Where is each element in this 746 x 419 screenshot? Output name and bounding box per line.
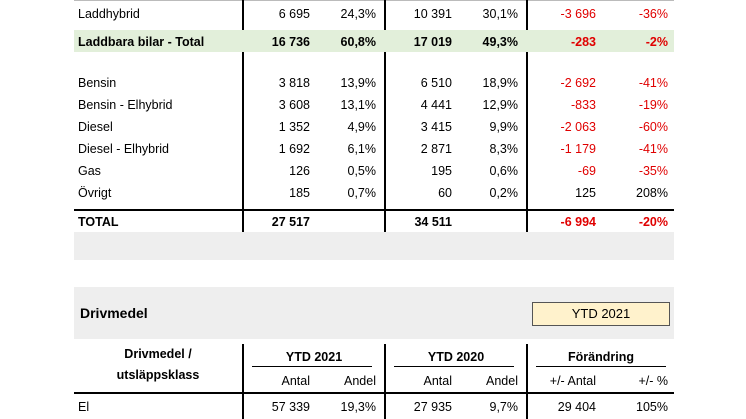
- cell-n21: 126: [289, 164, 310, 178]
- cell-p20: 0,6%: [489, 164, 518, 178]
- header-bottom-border: [74, 392, 674, 394]
- cell-label: TOTAL: [78, 215, 119, 229]
- cell-dn: -2 063: [560, 120, 596, 134]
- table-row: [74, 161, 674, 181]
- cell-n20: 3 415: [420, 120, 452, 134]
- cell-n21: 6 695: [278, 7, 310, 21]
- cell-p21: 13,1%: [340, 98, 376, 112]
- table-row: [74, 95, 674, 115]
- cell-dn: -3 696: [560, 7, 596, 21]
- cell-n20: 60: [438, 186, 452, 200]
- cell-n20: 2 871: [420, 142, 452, 156]
- cell-p21: 24,3%: [340, 7, 376, 21]
- cell-n21: 1 352: [278, 120, 310, 134]
- cell-dp: -41%: [638, 76, 668, 90]
- section-title: Drivmedel: [80, 305, 148, 321]
- header-underline: [394, 366, 514, 367]
- table-row: [74, 139, 674, 159]
- cell-label: Övrigt: [78, 186, 112, 200]
- cell-n21: 185: [289, 186, 310, 200]
- subheader-antal-2021: Antal: [281, 374, 310, 388]
- cell-p21: 0,7%: [347, 186, 376, 200]
- cell-n21: 3 608: [278, 98, 310, 112]
- cell-dn: -833: [570, 98, 596, 112]
- cell-n20: 34 511: [414, 215, 452, 229]
- period-selector[interactable]: YTD 2021: [532, 302, 670, 326]
- cell-dn: 125: [575, 186, 596, 200]
- cell-n20: 27 935: [413, 400, 452, 414]
- cell-dp: -36%: [638, 7, 668, 21]
- cell-dn: 29 404: [557, 400, 596, 414]
- subtotal-row: [74, 32, 674, 52]
- cell-p21: 13,9%: [340, 76, 376, 90]
- table-top-border: [74, 0, 674, 1]
- cell-dn: -1 179: [560, 142, 596, 156]
- upper-section-footer: [74, 232, 674, 260]
- cell-p21: [310, 212, 376, 232]
- cell-label: El: [78, 400, 90, 414]
- cell-label: Diesel - Elhybrid: [78, 142, 170, 156]
- table-row: [74, 117, 674, 137]
- cell-dp: -2%: [645, 35, 668, 49]
- cell-dp: -35%: [638, 164, 668, 178]
- cell-label: Laddbara bilar - Total: [78, 35, 205, 49]
- cell-dp: -60%: [638, 120, 668, 134]
- cell-p21: 6,1%: [347, 142, 376, 156]
- cell-dn: -6 994: [560, 215, 596, 229]
- cell-p20: 49,3%: [482, 35, 518, 49]
- table-row: [74, 4, 674, 24]
- cell-p20: 0,2%: [489, 186, 518, 200]
- header-ytd2021: YTD 2021: [285, 350, 343, 364]
- header-drivmedel: Drivmedel /: [124, 347, 192, 361]
- subheader-andel-2020: Andel: [486, 374, 518, 388]
- header-utslappsklass: utsläppsklass: [116, 368, 200, 382]
- header-ytd2020: YTD 2020: [427, 350, 485, 364]
- cell-n21: 16 736: [271, 35, 310, 49]
- cell-p20: [452, 212, 518, 232]
- cell-n20: 195: [431, 164, 452, 178]
- cell-dp: -19%: [638, 98, 668, 112]
- cell-p21: 60,8%: [340, 35, 376, 49]
- cell-label: Gas: [78, 164, 101, 178]
- cell-n20: 4 441: [420, 98, 452, 112]
- cell-p21: 0,5%: [347, 164, 376, 178]
- cell-dn: -283: [570, 35, 596, 49]
- cell-n21: 1 692: [278, 142, 310, 156]
- cell-dn: -2 692: [560, 76, 596, 90]
- cell-label: Laddhybrid: [78, 7, 140, 21]
- subheader-change-antal: +/- Antal: [549, 374, 596, 388]
- subheader-antal-2020: Antal: [423, 374, 452, 388]
- total-separator: [74, 209, 674, 211]
- cell-p21: 4,9%: [347, 120, 376, 134]
- cell-p20: 8,3%: [489, 142, 518, 156]
- table-row: [74, 183, 674, 203]
- cell-p20: 9,7%: [489, 400, 518, 414]
- cell-label: Bensin - Elhybrid: [78, 98, 173, 112]
- cell-p21: 19,3%: [340, 400, 376, 414]
- cell-n20: 10 391: [413, 7, 452, 21]
- cell-dp: 105%: [636, 400, 668, 414]
- subheader-andel-2021: Andel: [344, 374, 376, 388]
- cell-dp: -41%: [638, 142, 668, 156]
- cell-dp: 208%: [636, 186, 668, 200]
- header-forandring: Förändring: [568, 350, 634, 364]
- cell-n21: 57 339: [271, 400, 310, 414]
- cell-label: Bensin: [78, 76, 117, 90]
- cell-n20: 17 019: [413, 35, 452, 49]
- table-row: [74, 73, 674, 93]
- table-row: [74, 397, 674, 417]
- total-row: [74, 212, 674, 232]
- cell-p20: 9,9%: [489, 120, 518, 134]
- header-underline: [536, 366, 666, 367]
- cell-p20: 18,9%: [482, 76, 518, 90]
- cell-n21: 3 818: [278, 76, 310, 90]
- cell-label: Diesel: [78, 120, 113, 134]
- cell-dn: -69: [577, 164, 596, 178]
- cell-n20: 6 510: [420, 76, 452, 90]
- cell-p20: 12,9%: [482, 98, 518, 112]
- cell-dp: -20%: [638, 215, 668, 229]
- subheader-change-pct: +/- %: [638, 374, 668, 388]
- cell-p20: 30,1%: [482, 7, 518, 21]
- subheader-row: [74, 371, 674, 391]
- header-underline: [252, 366, 372, 367]
- cell-n21: 27 517: [271, 215, 310, 229]
